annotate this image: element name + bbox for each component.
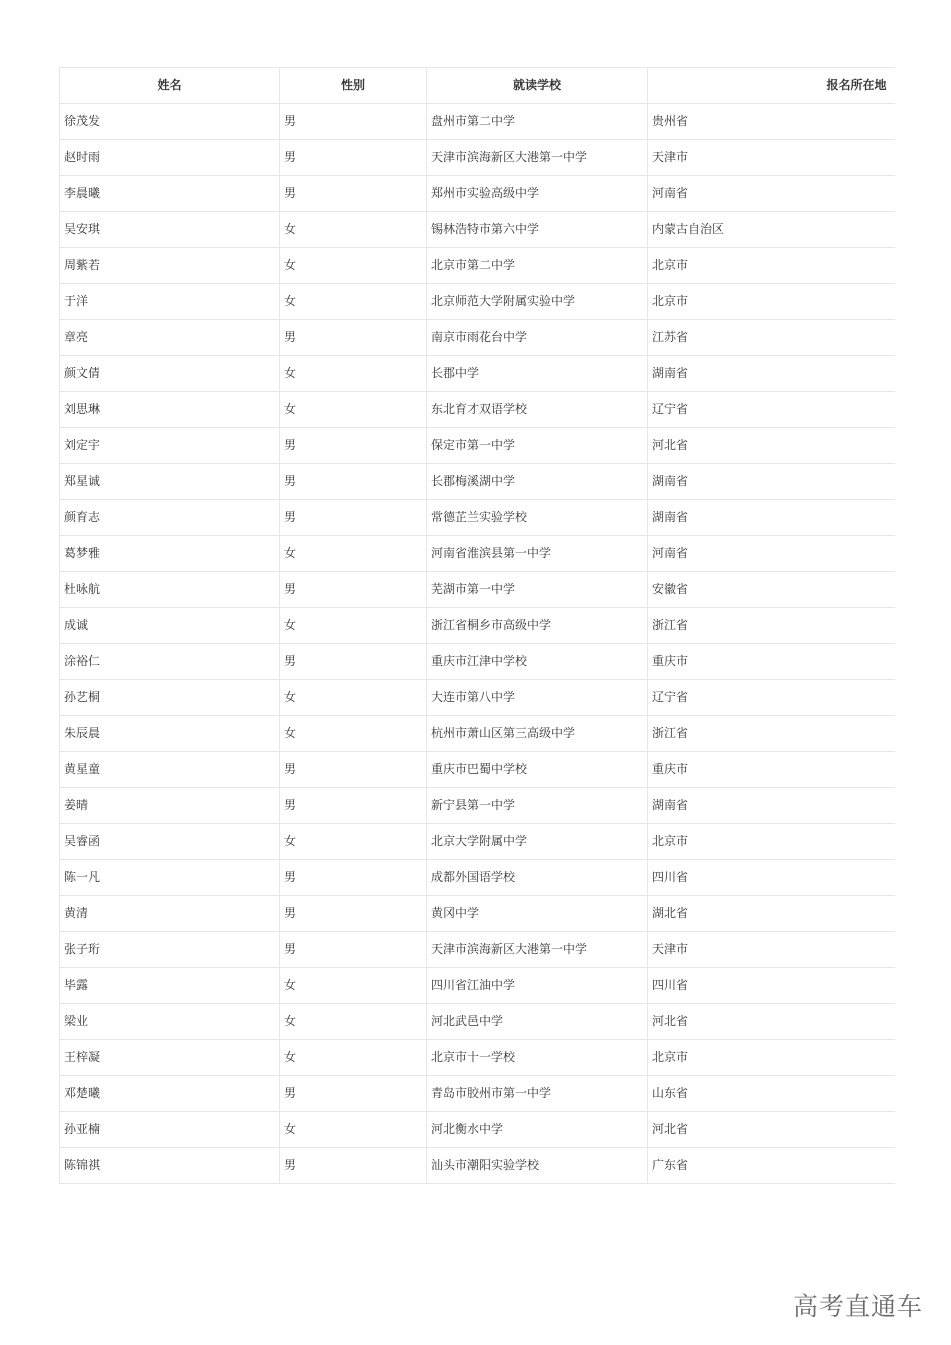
region-cell: 贵州省 bbox=[648, 104, 895, 140]
school-cell: 北京师范大学附属实验中学 bbox=[427, 284, 648, 320]
name-cell: 朱辰晨 bbox=[60, 716, 280, 752]
region-cell: 天津市 bbox=[648, 140, 895, 176]
school-cell: 河南省淮滨县第一中学 bbox=[427, 536, 648, 572]
table-row bbox=[60, 932, 895, 968]
gender-cell: 男 bbox=[280, 752, 427, 788]
column-header-gender: 性别 bbox=[280, 68, 427, 104]
name-cell: 黄星童 bbox=[60, 752, 280, 788]
name-cell: 刘思琳 bbox=[60, 392, 280, 428]
table-row bbox=[60, 1112, 895, 1148]
school-cell: 青岛市胶州市第一中学 bbox=[427, 1076, 648, 1112]
region-cell: 山东省 bbox=[648, 1076, 895, 1112]
table-row bbox=[60, 428, 895, 464]
table-row bbox=[60, 1040, 895, 1076]
gender-cell: 女 bbox=[280, 212, 427, 248]
school-cell: 天津市滨海新区大港第一中学 bbox=[427, 932, 648, 968]
table-row bbox=[60, 140, 895, 176]
region-cell: 辽宁省 bbox=[648, 680, 895, 716]
name-cell: 陈一凡 bbox=[60, 860, 280, 896]
school-cell: 河北衡水中学 bbox=[427, 1112, 648, 1148]
gender-cell: 女 bbox=[280, 536, 427, 572]
region-cell: 辽宁省 bbox=[648, 392, 895, 428]
region-cell: 浙江省 bbox=[648, 608, 895, 644]
table-row bbox=[60, 500, 895, 536]
name-cell: 涂裕仁 bbox=[60, 644, 280, 680]
gender-cell: 男 bbox=[280, 1076, 427, 1112]
region-cell: 北京市 bbox=[648, 824, 895, 860]
table-row bbox=[60, 788, 895, 824]
name-cell: 陈锦祺 bbox=[60, 1148, 280, 1184]
name-cell: 于洋 bbox=[60, 284, 280, 320]
region-cell: 广东省 bbox=[648, 1148, 895, 1184]
column-header-name: 姓名 bbox=[60, 68, 280, 104]
name-cell: 孙亚楠 bbox=[60, 1112, 280, 1148]
region-cell: 内蒙古自治区 bbox=[648, 212, 895, 248]
region-cell: 江苏省 bbox=[648, 320, 895, 356]
gender-cell: 男 bbox=[280, 896, 427, 932]
table-row bbox=[60, 968, 895, 1004]
table-row bbox=[60, 320, 895, 356]
school-cell: 杭州市萧山区第三高级中学 bbox=[427, 716, 648, 752]
table-row bbox=[60, 860, 895, 896]
name-cell: 徐茂发 bbox=[60, 104, 280, 140]
school-cell: 汕头市潮阳实验学校 bbox=[427, 1148, 648, 1184]
school-cell: 重庆市江津中学校 bbox=[427, 644, 648, 680]
name-cell: 梁业 bbox=[60, 1004, 280, 1040]
region-cell: 四川省 bbox=[648, 968, 895, 1004]
gender-cell: 男 bbox=[280, 572, 427, 608]
gender-cell: 男 bbox=[280, 140, 427, 176]
name-cell: 郑星诚 bbox=[60, 464, 280, 500]
gender-cell: 男 bbox=[280, 1148, 427, 1184]
table-row bbox=[60, 896, 895, 932]
region-cell: 河北省 bbox=[648, 428, 895, 464]
gender-cell: 男 bbox=[280, 104, 427, 140]
table-row bbox=[60, 608, 895, 644]
region-cell: 重庆市 bbox=[648, 752, 895, 788]
school-cell: 成都外国语学校 bbox=[427, 860, 648, 896]
gender-cell: 男 bbox=[280, 860, 427, 896]
results-table-container bbox=[59, 67, 894, 1184]
gender-cell: 男 bbox=[280, 500, 427, 536]
table-row bbox=[60, 1076, 895, 1112]
gender-cell: 女 bbox=[280, 248, 427, 284]
gender-cell: 女 bbox=[280, 1004, 427, 1040]
table-header-row bbox=[60, 68, 895, 104]
school-cell: 锡林浩特市第六中学 bbox=[427, 212, 648, 248]
name-cell: 孙艺桐 bbox=[60, 680, 280, 716]
name-cell: 张子珩 bbox=[60, 932, 280, 968]
name-cell: 葛梦雅 bbox=[60, 536, 280, 572]
region-cell: 重庆市 bbox=[648, 644, 895, 680]
table-row bbox=[60, 716, 895, 752]
name-cell: 颜文倩 bbox=[60, 356, 280, 392]
region-cell: 北京市 bbox=[648, 248, 895, 284]
region-cell: 北京市 bbox=[648, 1040, 895, 1076]
results-table bbox=[59, 67, 895, 1184]
school-cell: 天津市滨海新区大港第一中学 bbox=[427, 140, 648, 176]
school-cell: 黄冈中学 bbox=[427, 896, 648, 932]
gender-cell: 男 bbox=[280, 644, 427, 680]
gender-cell: 男 bbox=[280, 320, 427, 356]
gender-cell: 男 bbox=[280, 428, 427, 464]
region-cell: 河南省 bbox=[648, 176, 895, 212]
table-row bbox=[60, 176, 895, 212]
school-cell: 长郡中学 bbox=[427, 356, 648, 392]
name-cell: 毕露 bbox=[60, 968, 280, 1004]
region-cell: 湖南省 bbox=[648, 788, 895, 824]
region-cell: 河南省 bbox=[648, 536, 895, 572]
table-row bbox=[60, 644, 895, 680]
name-cell: 成诚 bbox=[60, 608, 280, 644]
gender-cell: 女 bbox=[280, 680, 427, 716]
school-cell: 郑州市实验高级中学 bbox=[427, 176, 648, 212]
name-cell: 杜咏航 bbox=[60, 572, 280, 608]
region-cell: 浙江省 bbox=[648, 716, 895, 752]
table-row bbox=[60, 680, 895, 716]
name-cell: 李晨曦 bbox=[60, 176, 280, 212]
region-cell: 安徽省 bbox=[648, 572, 895, 608]
school-cell: 大连市第八中学 bbox=[427, 680, 648, 716]
table-row bbox=[60, 356, 895, 392]
name-cell: 章亮 bbox=[60, 320, 280, 356]
gender-cell: 女 bbox=[280, 716, 427, 752]
school-cell: 北京大学附属中学 bbox=[427, 824, 648, 860]
table-row bbox=[60, 1004, 895, 1040]
region-cell: 北京市 bbox=[648, 284, 895, 320]
name-cell: 周紫若 bbox=[60, 248, 280, 284]
name-cell: 吴睿函 bbox=[60, 824, 280, 860]
gender-cell: 女 bbox=[280, 392, 427, 428]
table-row bbox=[60, 248, 895, 284]
region-cell: 湖南省 bbox=[648, 356, 895, 392]
name-cell: 王梓凝 bbox=[60, 1040, 280, 1076]
school-cell: 浙江省桐乡市高级中学 bbox=[427, 608, 648, 644]
name-cell: 吴安琪 bbox=[60, 212, 280, 248]
gender-cell: 女 bbox=[280, 284, 427, 320]
table-row bbox=[60, 572, 895, 608]
name-cell: 黄清 bbox=[60, 896, 280, 932]
gender-cell: 女 bbox=[280, 608, 427, 644]
region-cell: 湖南省 bbox=[648, 500, 895, 536]
name-cell: 刘定宇 bbox=[60, 428, 280, 464]
table-row bbox=[60, 104, 895, 140]
school-cell: 南京市雨花台中学 bbox=[427, 320, 648, 356]
table-row bbox=[60, 536, 895, 572]
school-cell: 北京市十一学校 bbox=[427, 1040, 648, 1076]
region-cell: 湖南省 bbox=[648, 464, 895, 500]
column-header-school: 就读学校 bbox=[427, 68, 648, 104]
gender-cell: 女 bbox=[280, 968, 427, 1004]
region-cell: 河北省 bbox=[648, 1004, 895, 1040]
table-row bbox=[60, 392, 895, 428]
school-cell: 四川省江油中学 bbox=[427, 968, 648, 1004]
name-cell: 颜育志 bbox=[60, 500, 280, 536]
school-cell: 新宁县第一中学 bbox=[427, 788, 648, 824]
gender-cell: 男 bbox=[280, 788, 427, 824]
school-cell: 芜湖市第一中学 bbox=[427, 572, 648, 608]
school-cell: 河北武邑中学 bbox=[427, 1004, 648, 1040]
school-cell: 保定市第一中学 bbox=[427, 428, 648, 464]
table-body bbox=[60, 104, 895, 1184]
table-row bbox=[60, 464, 895, 500]
name-cell: 邓楚曦 bbox=[60, 1076, 280, 1112]
table-row bbox=[60, 1148, 895, 1184]
gender-cell: 男 bbox=[280, 464, 427, 500]
gender-cell: 男 bbox=[280, 932, 427, 968]
name-cell: 姜晴 bbox=[60, 788, 280, 824]
table-row bbox=[60, 824, 895, 860]
region-cell: 天津市 bbox=[648, 932, 895, 968]
table-row bbox=[60, 284, 895, 320]
column-header-region: 报名所在地 bbox=[648, 68, 895, 104]
gender-cell: 女 bbox=[280, 356, 427, 392]
school-cell: 重庆市巴蜀中学校 bbox=[427, 752, 648, 788]
table-row bbox=[60, 212, 895, 248]
region-cell: 四川省 bbox=[648, 860, 895, 896]
school-cell: 长郡梅溪湖中学 bbox=[427, 464, 648, 500]
name-cell: 赵时雨 bbox=[60, 140, 280, 176]
region-cell: 河北省 bbox=[648, 1112, 895, 1148]
school-cell: 常德芷兰实验学校 bbox=[427, 500, 648, 536]
gender-cell: 男 bbox=[280, 176, 427, 212]
table-row bbox=[60, 752, 895, 788]
watermark-text: 高考直通车 bbox=[792, 1292, 923, 1321]
gender-cell: 女 bbox=[280, 824, 427, 860]
gender-cell: 女 bbox=[280, 1112, 427, 1148]
region-cell: 湖北省 bbox=[648, 896, 895, 932]
school-cell: 北京市第二中学 bbox=[427, 248, 648, 284]
gender-cell: 女 bbox=[280, 1040, 427, 1076]
school-cell: 东北育才双语学校 bbox=[427, 392, 648, 428]
school-cell: 盘州市第二中学 bbox=[427, 104, 648, 140]
